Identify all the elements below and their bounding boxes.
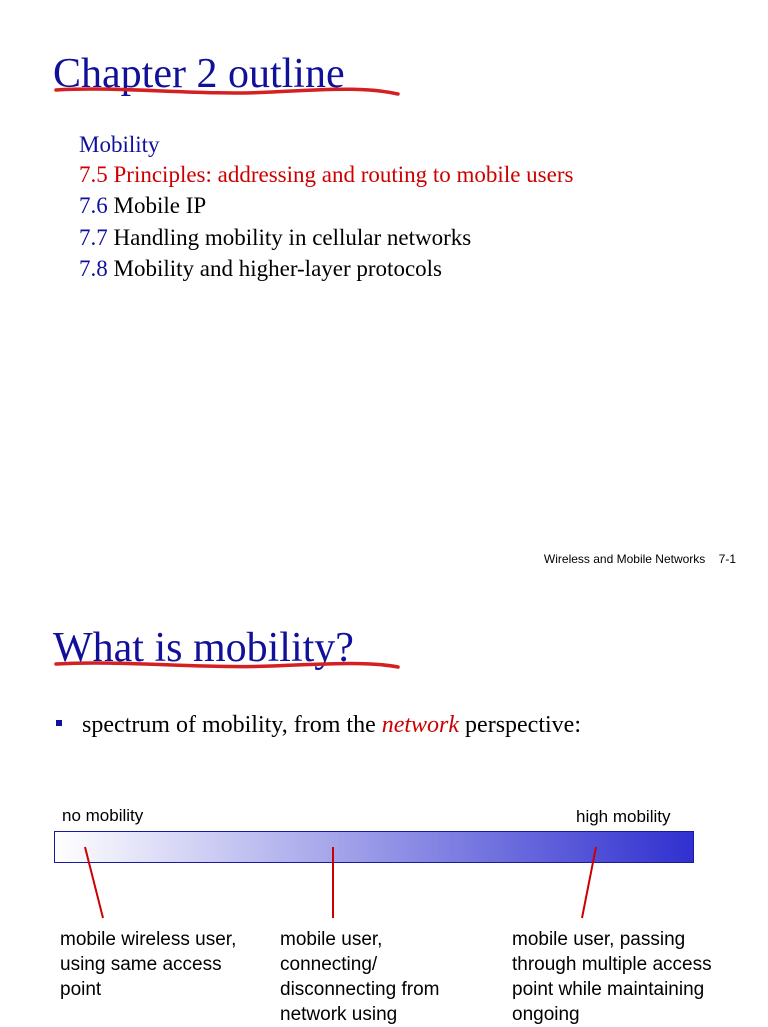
- outline-item-number: 7.5: [79, 162, 108, 187]
- outline-item-text: Handling mobility in cellular networks: [113, 225, 472, 250]
- bullet-marker: [56, 720, 62, 726]
- outline-item-text: Mobility and higher-layer protocols: [113, 256, 442, 281]
- bullet-text-pre: spectrum of mobility, from the: [82, 712, 376, 738]
- slide2-title-underline: [52, 655, 412, 675]
- outline-item-7-7: [79, 226, 471, 249]
- footer-label: Wireless and Mobile Networks: [543, 552, 706, 566]
- mobility-spectrum-bar: [54, 831, 694, 863]
- outline-item-mobility: [79, 133, 160, 156]
- outline-item-7-8: [79, 257, 442, 280]
- label-no-mobility: no mobility: [62, 806, 144, 825]
- label-high-mobility: high mobility: [576, 807, 671, 826]
- outline-item-number: 7.8: [79, 256, 108, 281]
- outline-item-7-6: [79, 194, 206, 217]
- outline-item-text: Mobility: [79, 132, 160, 157]
- slide2-title: What is mobility?: [53, 625, 354, 671]
- bullet-text-post: perspective:: [465, 712, 581, 738]
- outline-item-7-5: [79, 163, 573, 186]
- slide1-title: Chapter 2 outline: [53, 51, 345, 97]
- callout-medium-mobility: mobile user, connecting/ disconnecting from network using: [280, 929, 440, 1025]
- outline-item-text: Principles: addressing and routing to mobile users: [113, 162, 574, 187]
- bullet-text-emphasis: network: [381, 712, 460, 738]
- callout-no-mobility: mobile wireless user, using same access point: [60, 929, 237, 1000]
- outline-item-text: Mobile IP: [113, 193, 207, 218]
- slide1-footer: [544, 552, 736, 566]
- callout-high-mobility: mobile user, passing through multiple access point while maintaining ongoing: [512, 929, 712, 1025]
- slide1-title-underline: [52, 82, 412, 102]
- bullet-spectrum-of-mobility: [82, 712, 581, 739]
- outline-item-number: 7.6: [79, 193, 108, 218]
- outline-item-number: 7.7: [79, 225, 108, 250]
- footer-page-number: 7-1: [718, 552, 736, 566]
